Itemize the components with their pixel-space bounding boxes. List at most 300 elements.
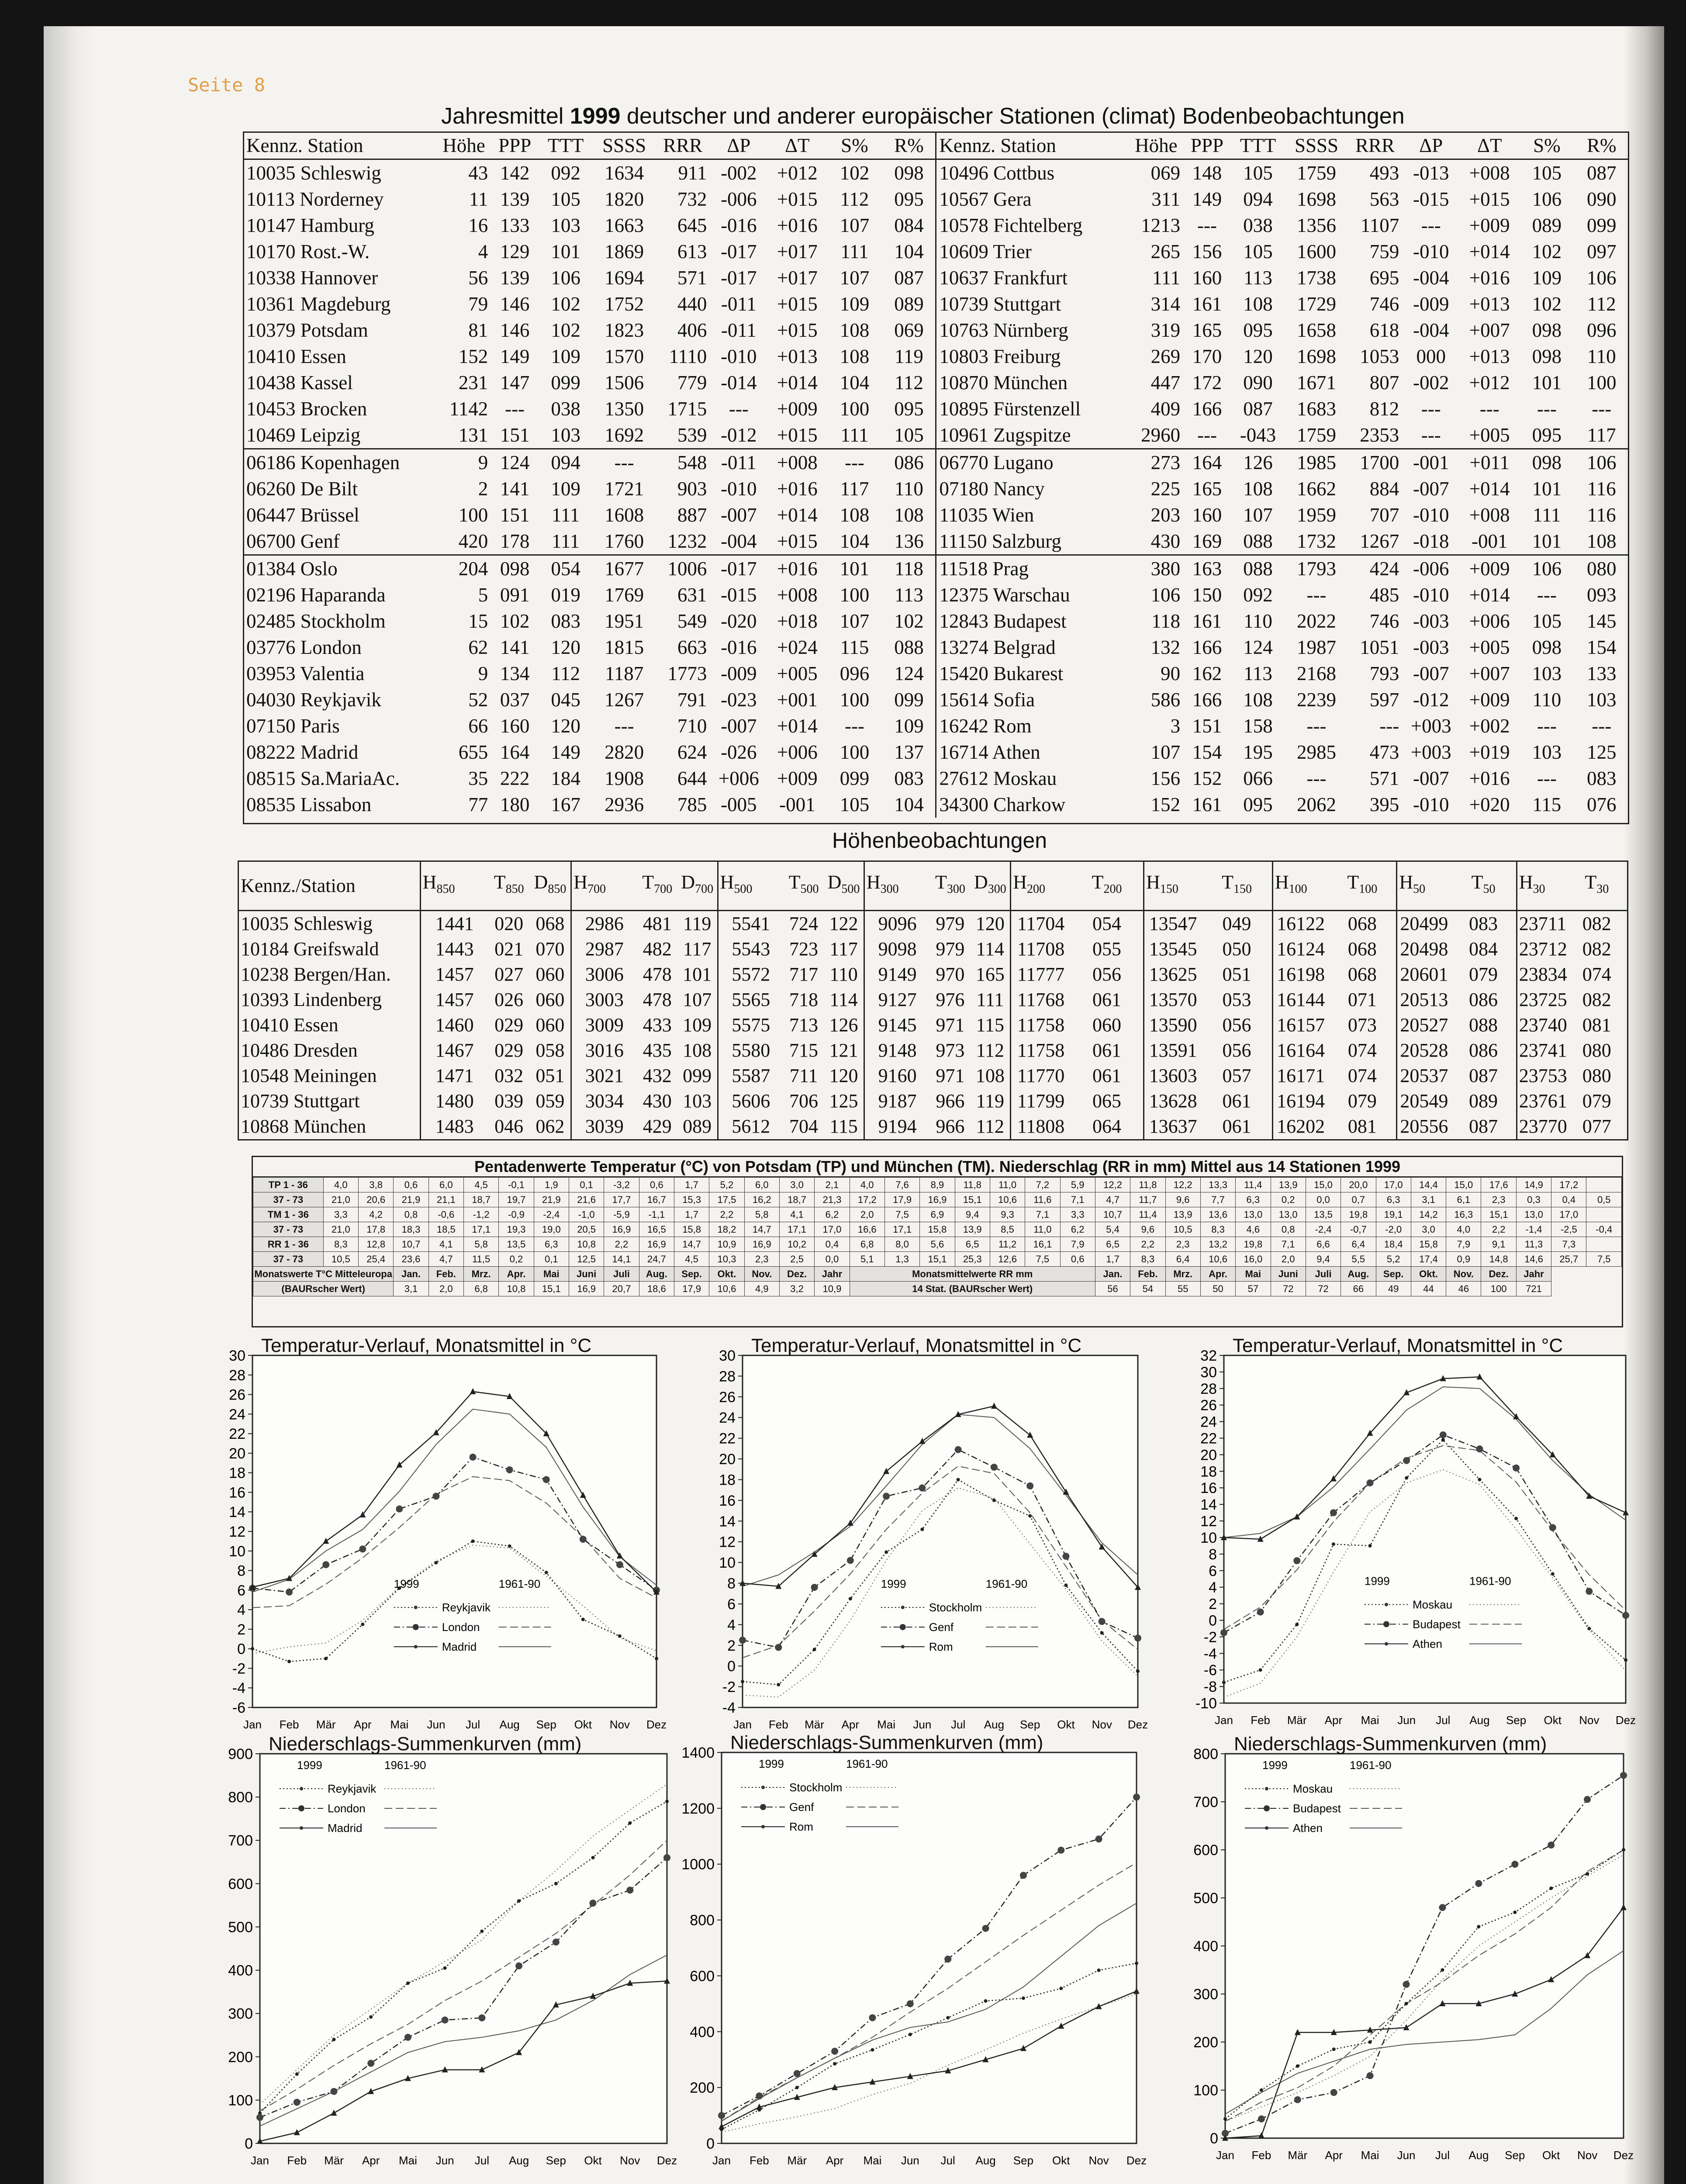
- chart-title: Temperatur-Verlauf, Monatsmittel in °C: [261, 1335, 592, 1356]
- x-tick-label: Nov: [1577, 2149, 1598, 2162]
- data-point: [1257, 1609, 1264, 1616]
- table-cell: 273: [1130, 449, 1183, 476]
- y-tick-label: 400: [228, 1962, 253, 1979]
- table-cell: 160: [1192, 267, 1222, 289]
- table-cell: 152: [458, 346, 488, 367]
- x-tick-label: Jul: [474, 2154, 489, 2167]
- x-tick-label: Mär: [805, 1718, 824, 1731]
- table-cell: 571: [1369, 767, 1399, 789]
- pentad-cell: 2,2: [1130, 1237, 1165, 1252]
- table-cell: 096: [840, 663, 870, 684]
- temp-month-value: 3,2: [779, 1282, 814, 1296]
- table-cell: 115: [976, 1014, 1005, 1036]
- table-cell: 077: [1582, 1116, 1611, 1137]
- pentad-cell: 18,5: [428, 1222, 463, 1237]
- table-cell: 1053: [1360, 346, 1399, 367]
- pentad-title: Pentadenwerte Temperatur (°C) von Potsdam (TP) und München (TM). Niederschlag (RR in mm) Mittel aus 14 Stationen 1999: [253, 1157, 1622, 1177]
- legend-marker: [1265, 1826, 1268, 1830]
- pentad-cell: 17,4: [1411, 1252, 1446, 1267]
- data-point: [1405, 2002, 1408, 2005]
- table-cell: ---: [1537, 584, 1557, 606]
- table-cell: 092: [551, 162, 580, 184]
- data-point: [1368, 2040, 1372, 2044]
- table-cell: 718: [789, 989, 819, 1010]
- table-cell: -017: [721, 267, 757, 289]
- header-height: $H_{200}$: [1011, 861, 1071, 911]
- table-cell: 112: [840, 188, 869, 210]
- table-cell: 1608: [605, 504, 644, 526]
- table-cell: 1663: [605, 214, 644, 236]
- table-cell: ---: [1306, 584, 1327, 606]
- data-point: [480, 1929, 484, 1933]
- table-row: [244, 791, 1628, 818]
- table-cell: 195: [1243, 741, 1273, 763]
- table-cell: 045: [551, 689, 580, 711]
- pentad-cell: 17,6: [1481, 1178, 1516, 1192]
- data-point: [1332, 2048, 1336, 2051]
- y-tick-label: 300: [228, 2005, 253, 2022]
- table-cell: +015: [1469, 188, 1510, 210]
- data-point: [1622, 1848, 1625, 1852]
- table-cell: 406: [677, 319, 707, 341]
- table-cell: 103: [1586, 689, 1617, 711]
- table-cell: 124: [894, 663, 924, 684]
- pentad-cell: 19,3: [499, 1222, 534, 1237]
- table-cell: 021: [494, 938, 524, 960]
- y-tick-label: 0: [245, 2136, 253, 2152]
- pentad-cell: 19,0: [534, 1222, 569, 1237]
- table-cell: 5587: [718, 1063, 784, 1089]
- legend-label: Madrid: [442, 1640, 477, 1653]
- pentad-cell: 3,8: [358, 1178, 393, 1192]
- table-cell: 066: [1243, 767, 1273, 789]
- legend-label: Budapest: [1293, 1802, 1341, 1815]
- pentad-cell: 6,3: [534, 1237, 569, 1252]
- table-cell: 447: [1150, 372, 1181, 394]
- table-cell: 1356: [1297, 214, 1336, 236]
- y-tick-label: 20: [229, 1445, 245, 1462]
- pentad-cell: 10,7: [1095, 1207, 1130, 1222]
- table-cell: 104: [894, 241, 924, 263]
- pentad-cell: 17,1: [884, 1222, 919, 1237]
- data-point: [1057, 1847, 1064, 1854]
- pentad-cell: 11,4: [1236, 1178, 1271, 1192]
- table-cell: -017: [721, 241, 757, 263]
- footer-label: Monatsmittelwerte RR mm: [850, 1267, 1095, 1282]
- pentad-cell: 2,3: [1165, 1237, 1200, 1252]
- x-tick-label: Mai: [877, 1718, 896, 1731]
- pentad-cell: 11,0: [990, 1178, 1025, 1192]
- data-point: [434, 1561, 438, 1565]
- table-cell: 037: [500, 689, 530, 711]
- x-tick-label: Sep: [536, 1718, 556, 1731]
- table-cell: 087: [1243, 398, 1273, 420]
- table-cell: 380: [1130, 555, 1183, 582]
- table-cell: 1987: [1297, 636, 1336, 658]
- data-point: [1478, 1478, 1481, 1481]
- x-tick-label: Feb: [279, 1718, 299, 1731]
- pentad-cell: 7,9: [1446, 1237, 1481, 1252]
- data-point: [580, 1536, 587, 1543]
- y-tick-label: -10: [1195, 1695, 1217, 1712]
- surface-header: ΔP: [1402, 132, 1460, 159]
- table-cell: 167: [551, 794, 580, 816]
- table-cell: 096: [1586, 319, 1617, 341]
- table-cell: +005: [1469, 636, 1510, 658]
- table-cell: ---: [1421, 424, 1441, 446]
- pentad-cell: 0,7: [1341, 1192, 1376, 1207]
- table-cell: 12843 Budapest: [936, 608, 1130, 634]
- table-cell: +016: [1469, 767, 1510, 789]
- x-tick-label: Mai: [1361, 2149, 1379, 2162]
- data-point: [515, 1963, 522, 1970]
- table-cell: 050: [1222, 938, 1251, 960]
- table-cell: 10578 Fichtelberg: [936, 212, 1130, 238]
- table-cell: 1769: [605, 584, 644, 606]
- month-head: Nov.: [744, 1267, 779, 1282]
- x-tick-label: Sep: [1020, 1718, 1040, 1731]
- table-cell: 420: [458, 530, 488, 552]
- table-cell: 095: [894, 188, 924, 210]
- pentad-cell: 6,0: [744, 1178, 779, 1192]
- month-head: Mai: [1236, 1267, 1271, 1282]
- table-cell: 10637 Frankfurt: [936, 265, 1130, 291]
- x-tick-label: Okt: [1052, 2154, 1070, 2167]
- data-point: [1028, 1514, 1032, 1517]
- y-tick-label: -6: [1203, 1662, 1217, 1679]
- y-tick-label: 0: [706, 2136, 715, 2152]
- legend-marker: [300, 1787, 303, 1790]
- pentad-cell: 9,4: [1306, 1252, 1341, 1267]
- table-cell: 10338 Hannover: [246, 267, 378, 289]
- temp-month-value: 6,8: [463, 1282, 498, 1296]
- pentad-cell: 11,4: [1130, 1207, 1165, 1222]
- pentad-cell: 6,5: [955, 1237, 990, 1252]
- surface-header: SSSS: [592, 132, 656, 159]
- pentad-cell: 8,0: [884, 1237, 919, 1252]
- y-tick-label: 600: [690, 1968, 715, 1985]
- table-cell: ---: [592, 449, 656, 476]
- table-cell: ---: [1197, 424, 1217, 446]
- header-temp: [637, 861, 677, 911]
- pentad-cell: 4,7: [1095, 1192, 1130, 1207]
- table-cell: 10567 Gera: [936, 186, 1130, 212]
- table-cell: 118: [883, 555, 936, 582]
- header-temp: [1071, 861, 1144, 911]
- pentad-cell: 3,3: [1060, 1207, 1095, 1222]
- y-tick-label: 200: [1193, 2034, 1218, 2051]
- table-cell: 084: [894, 214, 924, 236]
- table-row: [238, 1089, 1628, 1114]
- table-cell: 13590: [1144, 1013, 1202, 1038]
- table-cell: ---: [1306, 715, 1327, 737]
- table-cell: 717: [789, 964, 819, 985]
- table-cell: 086: [1469, 989, 1498, 1010]
- table-cell: 409: [1150, 398, 1181, 420]
- table-cell: 1793: [1285, 555, 1348, 582]
- table-cell: 493: [1369, 162, 1399, 184]
- table-cell: +015: [777, 319, 818, 341]
- table-cell: 087: [1469, 1065, 1498, 1086]
- table-cell: 098: [1532, 319, 1562, 341]
- data-point: [1020, 1872, 1027, 1879]
- table-cell: 101: [551, 241, 580, 263]
- pentad-cell: -1,0: [569, 1207, 604, 1222]
- table-cell: 597: [1369, 689, 1399, 711]
- table-cell: 145: [1586, 610, 1617, 632]
- pentad-row: [253, 1207, 1622, 1222]
- data-point: [1330, 1509, 1337, 1516]
- table-cell: +005: [1469, 424, 1510, 446]
- pentad-cell: 5,8: [463, 1237, 498, 1252]
- table-cell: 104: [840, 530, 870, 552]
- table-cell: 549: [677, 610, 707, 632]
- table-cell: ---: [614, 715, 634, 737]
- table-cell: 098: [1532, 346, 1562, 367]
- temp-sym: T: [788, 871, 801, 893]
- table-cell: 161: [1192, 610, 1222, 632]
- table-cell: 976: [936, 989, 965, 1010]
- x-tick-label: Nov: [1579, 1714, 1600, 1727]
- table-cell: 082: [1582, 913, 1611, 934]
- table-cell: +006: [1469, 610, 1510, 632]
- temp-sym: T: [1092, 871, 1104, 893]
- table-cell: 090: [1586, 188, 1617, 210]
- table-cell: 571: [677, 267, 707, 289]
- table-cell: -006: [721, 188, 757, 210]
- table-cell: 108: [1586, 530, 1617, 552]
- table-cell: 10379 Potsdam: [246, 319, 368, 341]
- table-cell: 065: [1092, 1090, 1121, 1112]
- table-cell: 084: [1469, 938, 1498, 960]
- chart-title: Temperatur-Verlauf, Monatsmittel in °C: [751, 1335, 1082, 1356]
- pentad-cell: 0,0: [1306, 1192, 1341, 1207]
- table-cell: -016: [721, 214, 757, 236]
- pentad-values: [253, 1177, 1622, 1296]
- table-row: [244, 449, 1628, 476]
- table-cell: 1662: [1297, 478, 1336, 500]
- data-point: [655, 1657, 658, 1660]
- table-cell: -004: [1413, 267, 1449, 289]
- y-tick-label: 16: [719, 1492, 736, 1509]
- header-temp: [488, 861, 530, 911]
- table-cell: 1985: [1285, 449, 1348, 476]
- table-cell: 139: [500, 267, 530, 289]
- table-cell: 146: [500, 293, 530, 315]
- data-point: [1220, 1629, 1227, 1636]
- table-cell: 10609 Trier: [936, 238, 1130, 265]
- pentad-cell: 12,5: [569, 1252, 604, 1267]
- table-cell: -001: [1402, 449, 1460, 476]
- table-cell: 147: [500, 372, 530, 394]
- y-tick-label: 100: [1193, 2082, 1218, 2099]
- table-cell: 113: [895, 584, 923, 606]
- table-cell: +012: [1469, 372, 1510, 394]
- data-point: [1586, 1588, 1593, 1595]
- data-point: [1551, 1572, 1555, 1576]
- y-tick-label: 18: [719, 1472, 736, 1489]
- data-point: [811, 1584, 818, 1591]
- data-point: [957, 1478, 960, 1481]
- header-height: $H_{850}$: [420, 861, 488, 911]
- table-cell: 10496 Cottbus: [936, 159, 1130, 187]
- table-cell: 055: [1092, 938, 1121, 960]
- data-point: [1513, 1911, 1517, 1914]
- y-tick-label: 200: [690, 2080, 715, 2097]
- data-point: [1223, 2117, 1227, 2121]
- y-tick-label: 26: [1200, 1397, 1217, 1414]
- y-tick-label: 8: [1209, 1546, 1217, 1563]
- pentad-cell: 17,8: [358, 1222, 393, 1237]
- x-tick-label: Mär: [787, 2154, 807, 2167]
- y-tick-label: 600: [228, 1876, 253, 1893]
- data-point: [1441, 1438, 1445, 1441]
- table-cell: +016: [777, 214, 818, 236]
- table-cell: 160: [500, 715, 530, 737]
- table-cell: 966: [936, 1116, 965, 1137]
- table-cell: 27612 Moskau: [936, 765, 1130, 791]
- table-cell: 111: [976, 989, 1004, 1010]
- data-point: [992, 1499, 996, 1502]
- y-tick-label: 14: [229, 1504, 245, 1521]
- pentad-cell: 12,2: [1095, 1178, 1130, 1192]
- data-point: [946, 2016, 950, 2019]
- book-spine: [44, 26, 96, 2184]
- pentad-cell: 16,5: [639, 1222, 674, 1237]
- pentad-cell: -5,9: [604, 1207, 639, 1222]
- legend-label: Budapest: [1413, 1617, 1461, 1631]
- table-cell: 15614 Sofia: [936, 687, 1130, 713]
- table-cell: 15420 Bukarest: [936, 660, 1130, 687]
- data-point: [590, 1900, 597, 1907]
- y-tick-label: -4: [722, 1700, 736, 1716]
- table-cell: 120: [1243, 346, 1273, 367]
- station-cell: 10739 Stuttgart: [241, 1090, 360, 1112]
- pentad-cell: -0,1: [499, 1178, 534, 1192]
- table-cell: 122: [829, 913, 858, 934]
- pentad-cell: 10,3: [709, 1252, 744, 1267]
- pentad-cell: 12,2: [1165, 1178, 1200, 1192]
- month-head: Juli: [1306, 1267, 1341, 1282]
- y-tick-label: 12: [229, 1524, 245, 1540]
- header-height: $H_{500}$: [718, 861, 784, 911]
- pentad-cell: 15,1: [955, 1192, 990, 1207]
- data-point: [478, 2015, 485, 2022]
- data-point: [665, 1800, 669, 1803]
- pentad-cell: 4,0: [323, 1178, 358, 1192]
- pentad-cell: -3,2: [604, 1178, 639, 1192]
- month-head: Juni: [569, 1267, 604, 1282]
- table-cell: 23753: [1517, 1063, 1566, 1089]
- month-head: Jahr: [815, 1267, 850, 1282]
- data-point: [1293, 1557, 1300, 1564]
- table-cell: 3009: [571, 1013, 637, 1038]
- table-cell: 1760: [605, 530, 644, 552]
- table-cell: 10870 München: [936, 370, 1130, 396]
- legend-normal: 1961-90: [985, 1577, 1028, 1590]
- x-tick-label: Jul: [1436, 1714, 1451, 1727]
- y-tick-label: 2: [727, 1637, 736, 1654]
- pentad-cell: 15,8: [920, 1222, 955, 1237]
- table-cell: 13547: [1144, 911, 1202, 937]
- x-tick-label: Jun: [1397, 1714, 1416, 1727]
- y-tick-label: 12: [1200, 1513, 1217, 1530]
- pentad-cell: 21,3: [815, 1192, 850, 1207]
- table-cell: 1721: [605, 478, 644, 500]
- table-cell: 971: [936, 1065, 965, 1086]
- table-cell: 9127: [864, 987, 930, 1013]
- pentad-cell: 2,2: [1481, 1222, 1516, 1237]
- data-point: [794, 2070, 801, 2077]
- table-cell: 5580: [718, 1038, 784, 1063]
- table-cell: 108: [1243, 689, 1273, 711]
- table-cell: 166: [1192, 689, 1222, 711]
- pentad-cell: 0,3: [1516, 1192, 1551, 1207]
- table-cell: 2: [478, 478, 488, 500]
- y-tick-label: 18: [229, 1465, 245, 1482]
- header-temp: [1202, 861, 1272, 911]
- table-cell: 178: [500, 530, 530, 552]
- legend-marker: [760, 1804, 766, 1810]
- x-tick-label: Okt: [574, 1718, 592, 1731]
- data-point: [1549, 1524, 1556, 1531]
- table-row: [244, 528, 1628, 555]
- table-cell: 095: [1243, 794, 1273, 816]
- table-cell: 56: [468, 267, 488, 289]
- y-tick-label: -8: [1203, 1679, 1217, 1696]
- month-head: Sep.: [1376, 1267, 1411, 1282]
- dew-sym: D: [681, 871, 695, 893]
- legend-label: Reykjavik: [442, 1600, 491, 1614]
- legend-marker: [300, 1826, 303, 1830]
- data-point: [831, 2048, 838, 2055]
- table-cell: 586: [1150, 689, 1181, 711]
- table-cell: 064: [1092, 1116, 1121, 1137]
- table-cell: 027: [494, 964, 524, 985]
- table-row: [244, 687, 1628, 713]
- table-cell: 124: [491, 449, 539, 476]
- table-cell: 793: [1369, 663, 1399, 684]
- table-cell: 1267: [1360, 530, 1399, 552]
- x-tick-label: Apr: [826, 2154, 844, 2167]
- pentad-cell: 18,4: [1376, 1237, 1411, 1252]
- table-cell: 111: [552, 504, 580, 526]
- table-cell: 16122: [1272, 911, 1328, 937]
- table-cell: 166: [1192, 398, 1222, 420]
- month-head: Mrz.: [463, 1267, 498, 1282]
- pentad-cell: 10,8: [569, 1237, 604, 1252]
- month-head: Dez.: [779, 1267, 814, 1282]
- x-tick-label: Jan: [712, 2154, 731, 2167]
- legend-marker: [1264, 1805, 1270, 1811]
- pentad-cell: 10,7: [394, 1237, 428, 1252]
- table-cell: 08515 Sa.MariaAc.: [246, 767, 400, 789]
- month-head: Nov.: [1446, 1267, 1481, 1282]
- level-sub: 50: [1413, 882, 1426, 896]
- table-cell: -001: [1471, 530, 1508, 552]
- table-cell: 16171: [1272, 1063, 1328, 1089]
- pentad-cell: 11,5: [463, 1252, 498, 1267]
- table-cell: 20528: [1397, 1038, 1451, 1063]
- table-cell: 1570: [605, 346, 644, 367]
- temp-month-value: 2,0: [428, 1282, 463, 1296]
- table-cell: 105: [894, 424, 924, 446]
- table-cell: 23741: [1517, 1038, 1566, 1063]
- pentad-cell: -2,4: [1306, 1222, 1341, 1237]
- table-cell: 079: [1469, 964, 1498, 985]
- data-point: [1475, 1880, 1482, 1887]
- table-cell: 478: [643, 989, 672, 1010]
